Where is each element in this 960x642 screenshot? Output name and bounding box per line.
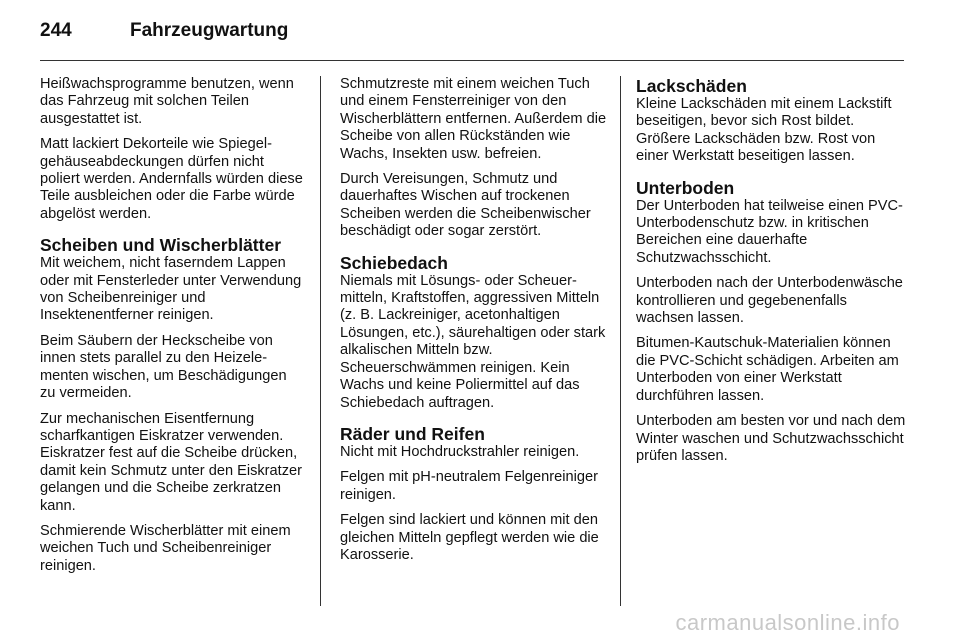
heading-unterboden: Unterboden: [636, 177, 735, 198]
paragraph: Mit weichem, nicht faserndem Lappen oder mit Fensterleder unter Verwendung von Scheibenreiniger und Insektenentferner reinigen.: [40, 255, 302, 324]
paragraph: Unterboden am besten vor und nach dem Winter waschen und Schutzwachsschicht prüfen lassen.: [636, 413, 906, 464]
column-divider: [620, 76, 621, 606]
paragraph: Schmutzreste mit einem weichen Tuch und einem Fensterreiniger von den Wischerblättern entfernen. Außerdem die Scheibe von allen Rückständen wie Wachs, Insekten usw. befreien.: [340, 76, 607, 162]
column-middle: [340, 76, 608, 572]
paragraph: Der Unterboden hat teilweise einen PVC-Unterbodenschutz bzw. in kritischen Bereichen eine dauerhafte Schutzwachsschicht.: [636, 197, 903, 266]
paragraph: Schmierende Wischerblätter mit einem weichen Tuch und Scheibenreiniger reinigen.: [40, 522, 291, 574]
paragraph: Kleine Lackschäden mit einem Lackstift beseitigen, bevor sich Rost bildet. Größere Lackschäden bzw. Rost von einer Werkstatt beseitigen lassen.: [636, 96, 892, 165]
paragraph: Matt lackiert Dekorteile wie Spiegelgehäuseabdeckungen dürfen nicht poliert werden. Andernfalls würden diese Teile ausbleichen oder die Farbe würde abgelöst werden.: [40, 136, 303, 222]
paragraph: Durch Vereisungen, Schmutz und dauerhaftes Wischen auf trockenen Scheiben werden die Scheibenwischer beschädigt oder sogar zerstört.: [340, 171, 591, 240]
paragraph: Felgen sind lackiert und können mit den gleichen Mitteln gepflegt werden wie die Karosserie.: [340, 512, 599, 563]
section-title: Fahrzeugwartung: [130, 20, 289, 41]
paragraph: Felgen mit pH-neutralem Felgenreiniger reinigen.: [340, 469, 598, 503]
paragraph: Niemals mit Lösungs- oder Scheuermitteln, Kraftstoffen, aggressiven Mitteln (z. B. Lackreiniger, acetonhaltigen Lösungen, etc.), säurehaltigen oder stark alkalischen Mitteln bzw. Scheuerschwämmen reinigen. Kein Wachs und keine Poliermittel auf das Schiebedach auftragen.: [340, 272, 606, 411]
column-divider: [320, 76, 321, 606]
heading-schiebedach: Schiebedach: [340, 252, 448, 273]
heading-raeder-reifen: Räder und Reifen: [340, 423, 485, 444]
column-right: [636, 76, 908, 473]
column-left: [40, 76, 306, 583]
paragraph: Heißwachsprogramme benutzen, wenn das Fahrzeug mit solchen Teilen ausgestattet ist.: [40, 76, 294, 127]
heading-scheiben-wischerblaetter: Scheiben und Wischerblätter: [40, 235, 282, 256]
watermark: carmanualsonline.info: [675, 610, 900, 635]
header-divider: [40, 60, 904, 61]
page-number: 244: [40, 20, 72, 41]
paragraph: Beim Säubern der Heckscheibe von innen stets parallel zu den Heizelementen wischen, um Beschädigungen zu vermeiden.: [40, 332, 287, 402]
page-header: [40, 14, 288, 48]
paragraph: Nicht mit Hochdruckstrahler reinigen.: [340, 443, 580, 460]
paragraph: Bitumen-Kautschuk-Materialien können die PVC-Schicht schädigen. Arbeiten am Unterboden von einer Werkstatt durchführen lassen.: [636, 335, 899, 404]
heading-lackschaeden: Lackschäden: [636, 76, 747, 96]
paragraph: Unterboden nach der Unterbodenwäsche kontrollieren und gegebenenfalls wachsen lassen.: [636, 275, 903, 327]
paragraph: Zur mechanischen Eisentfernung scharfkantigen Eiskratzer verwenden. Eiskratzer fest auf die Scheibe drücken, damit kein Schmutz unter den Eiskratzer gelangen und die Scheibe zerkratzen kann.: [40, 410, 302, 514]
